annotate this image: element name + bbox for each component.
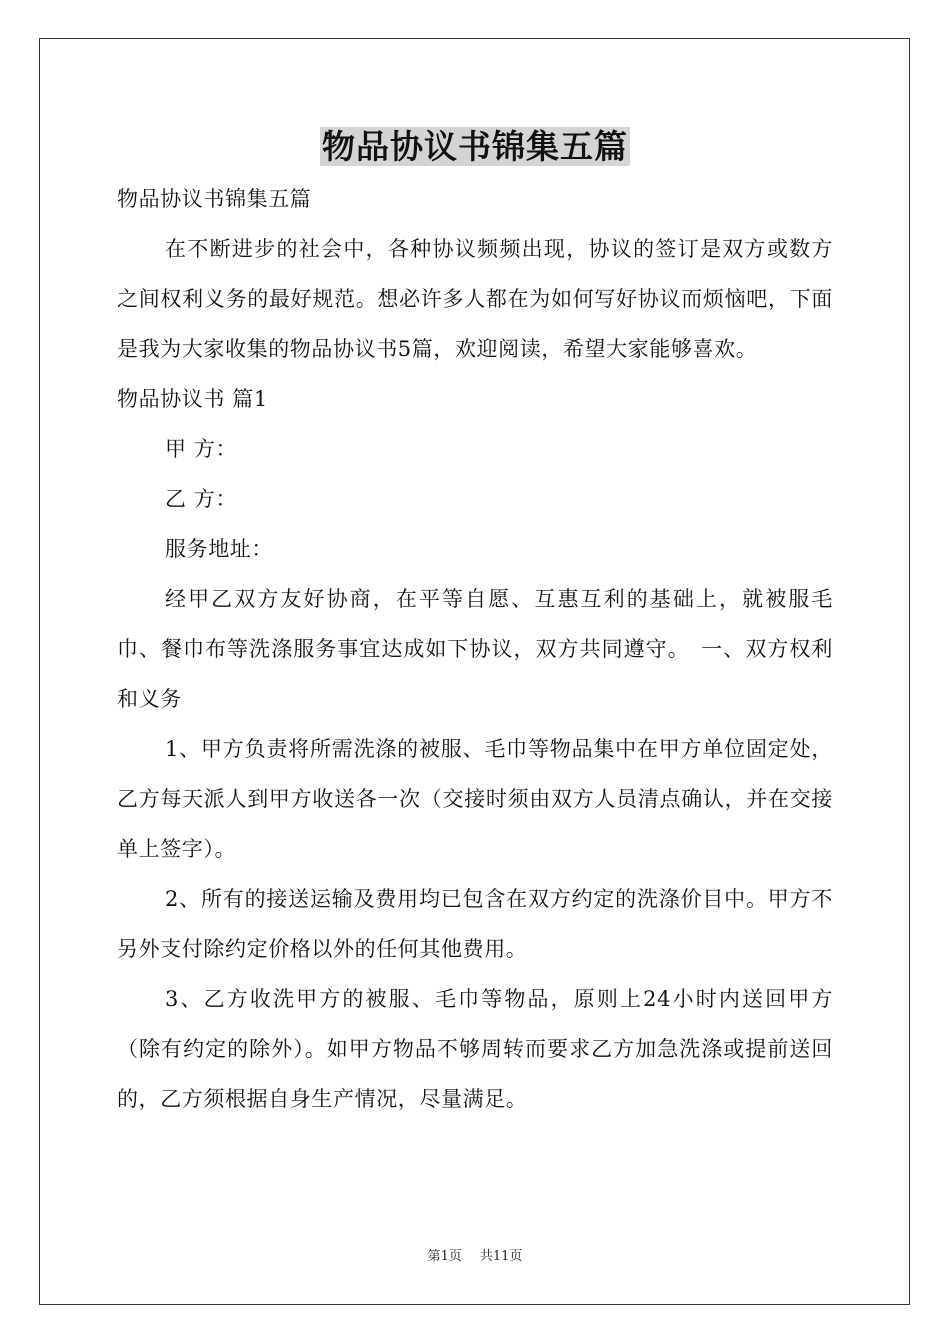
party-b-label: 乙 方： bbox=[165, 487, 238, 511]
document-body bbox=[117, 174, 833, 1124]
clause-item: 1、甲方负责将所需洗涤的被服、毛巾等物品集中在甲方单位固定处，乙方每天派人到甲方收送各一次（交接时须由双方人员清点确认，并在交接单上签字）。 bbox=[117, 737, 833, 861]
page-footer bbox=[0, 1247, 950, 1267]
clause-item: 2、所有的接送运输及费用均已包含在双方约定的洗涤价目中。甲方不另外支付除约定价格以外的任何其他费用。 bbox=[117, 887, 833, 961]
service-address-label: 服务地址： bbox=[165, 537, 273, 561]
document-title bbox=[0, 122, 950, 172]
party-a-label: 甲 方： bbox=[165, 437, 238, 461]
document-title-text: 物品协议书锦集五篇 bbox=[322, 127, 628, 166]
body-paragraph: 物品协议书锦集五篇 bbox=[117, 187, 312, 211]
body-paragraph: 经甲乙双方友好协商，在平等自愿、互惠互利的基础上，就被服毛巾、餐巾布等洗涤服务事宜达成如下协议，双方共同遵守。 一、双方权利和义务 bbox=[117, 587, 833, 711]
page-number: 第1页 bbox=[427, 1249, 462, 1264]
page-total: 共11页 bbox=[479, 1249, 523, 1264]
body-paragraph: 在不断进步的社会中，各种协议频频出现，协议的签订是双方或数方之间权利义务的最好规范。想必许多人都在为如何写好协议而烦恼吧，下面是我为大家收集的物品协议书5篇，欢迎阅读，希望大家能够喜欢。 bbox=[117, 237, 833, 361]
clause-item: 3、乙方收洗甲方的被服、毛巾等物品，原则上24小时内送回甲方（除有约定的除外）。如甲方物品不够周转而要求乙方加急洗涤或提前送回的，乙方须根据自身生产情况，尽量满足。 bbox=[117, 987, 833, 1111]
section-heading: 物品协议书 篇1 bbox=[117, 387, 268, 411]
